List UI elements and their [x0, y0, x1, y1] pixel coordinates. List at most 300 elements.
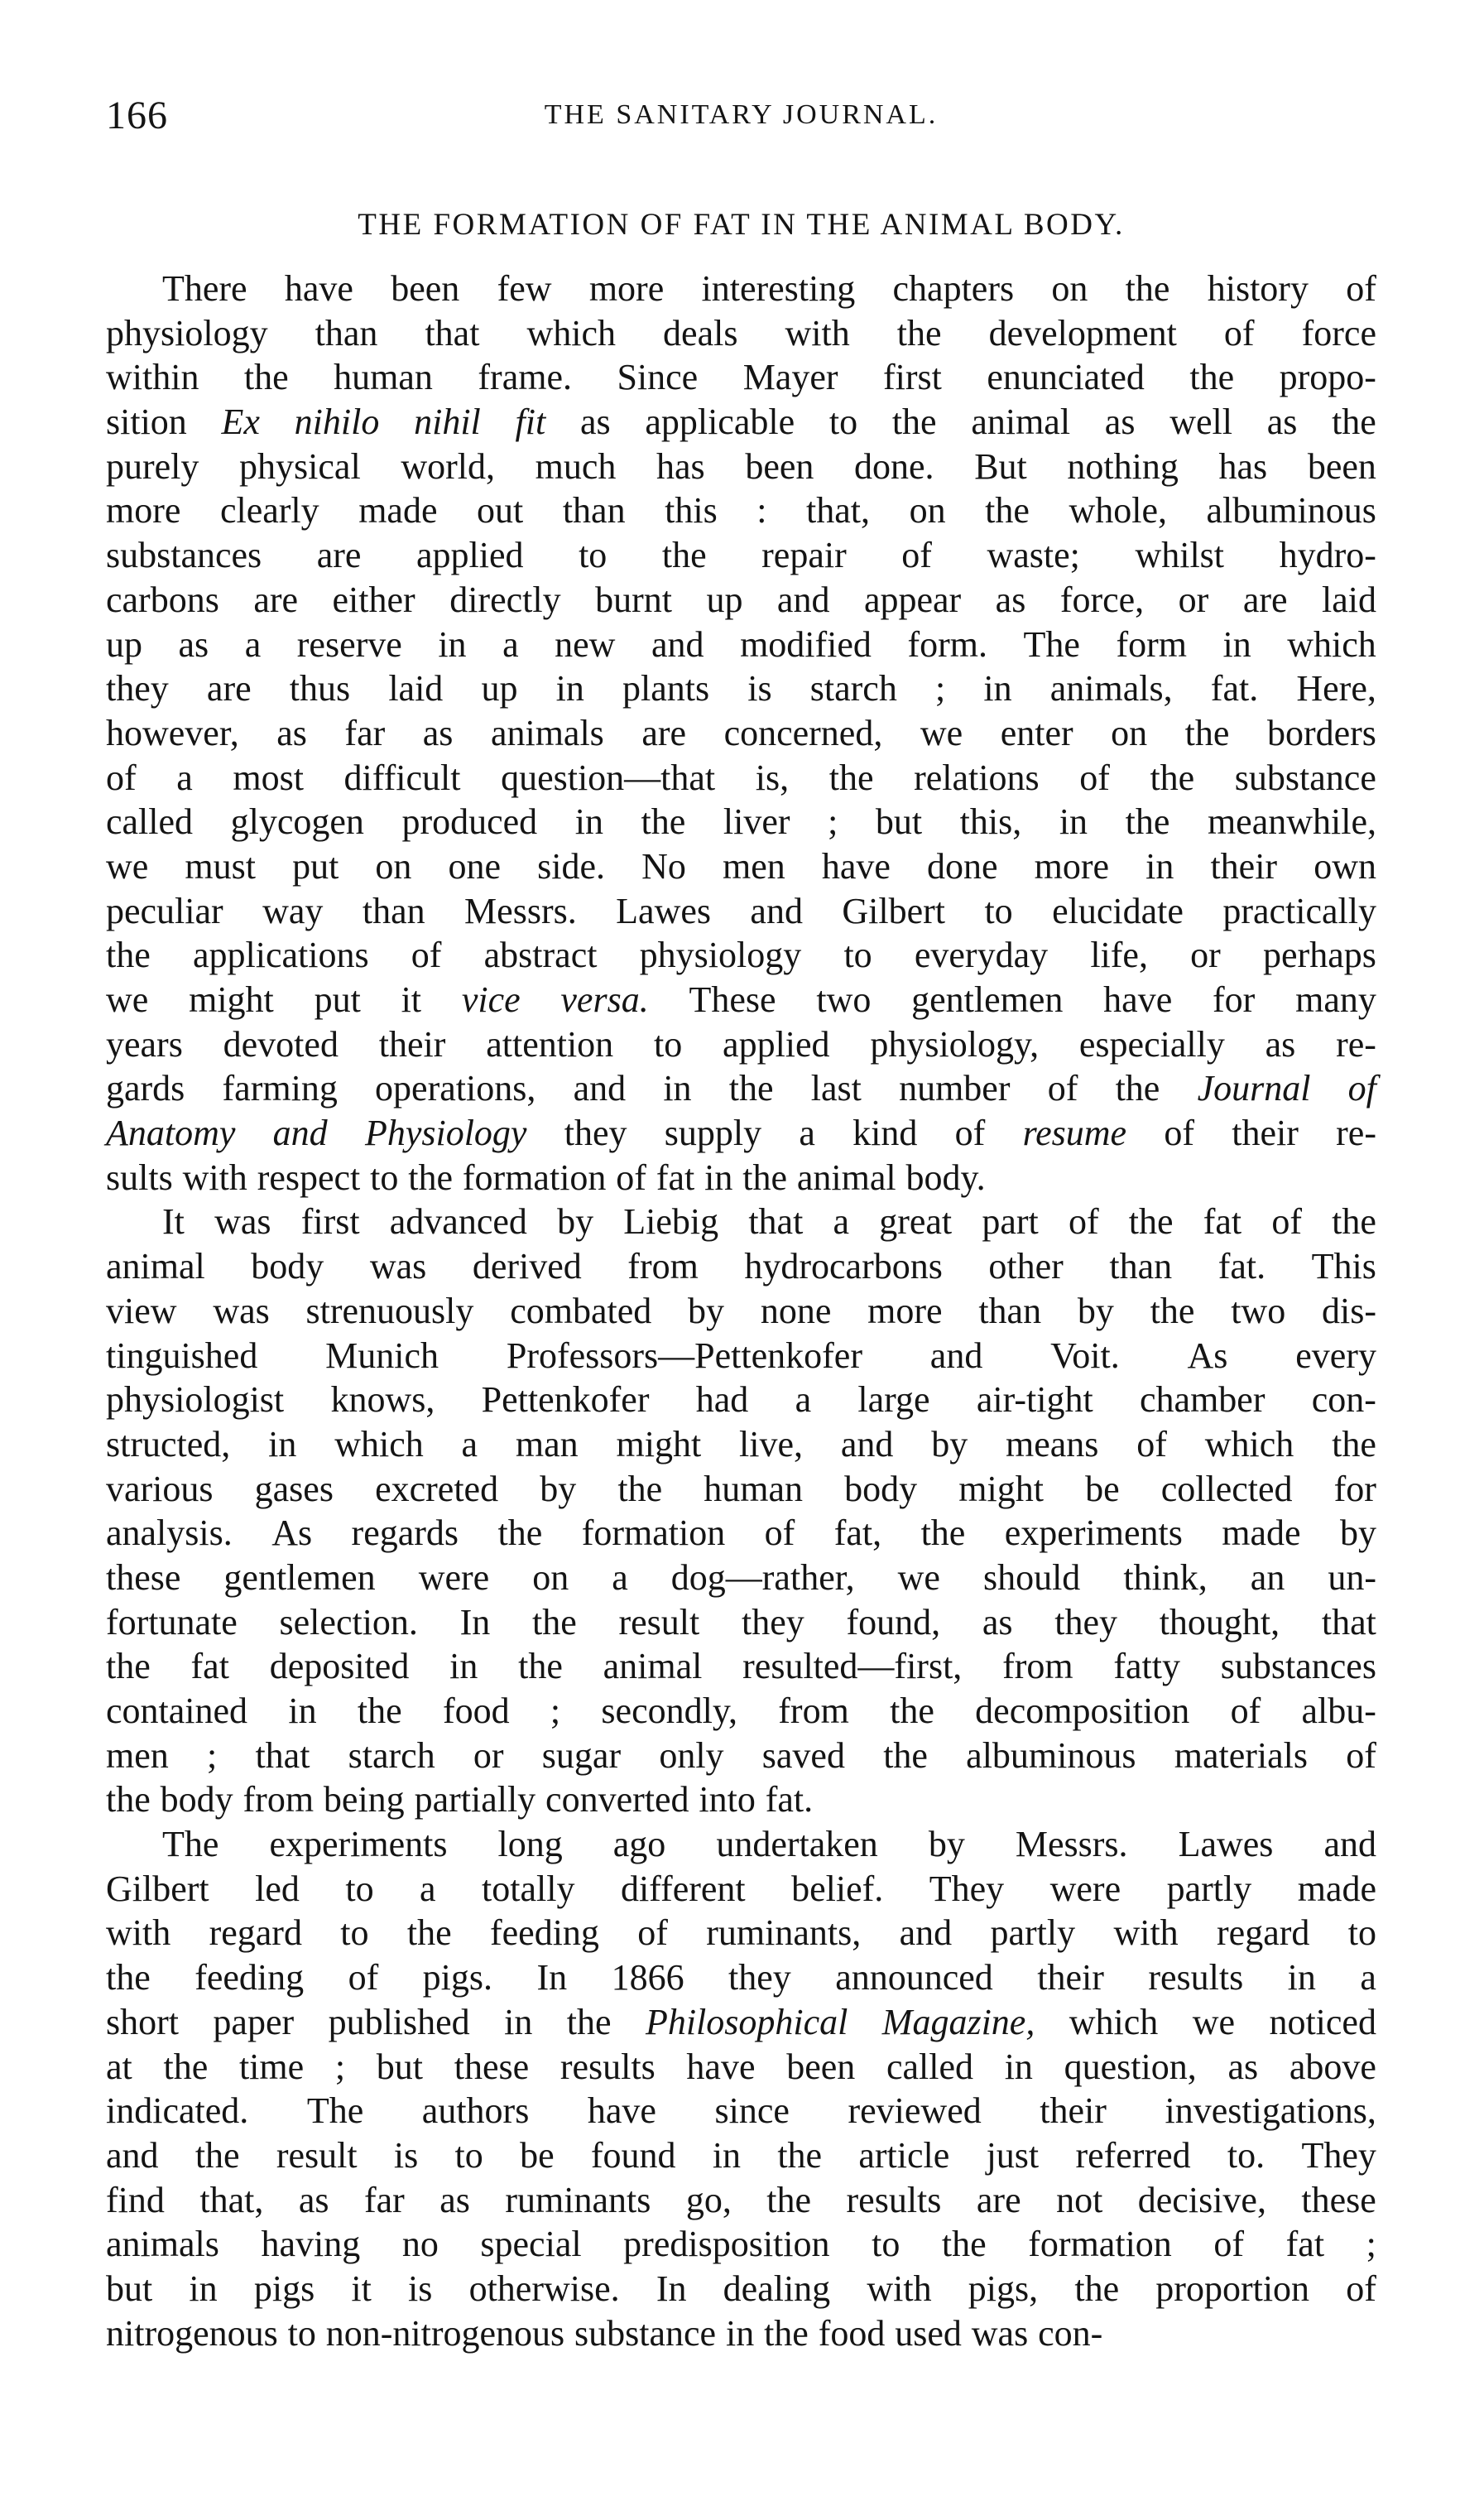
word: from: [778, 1691, 849, 1731]
word: which: [1069, 2001, 1159, 2042]
word: directly: [449, 579, 561, 620]
word: laid: [388, 668, 444, 709]
word: been: [1307, 445, 1376, 487]
text-line: [106, 1022, 1376, 1067]
word: by: [928, 1824, 965, 1865]
word: un-: [1328, 1556, 1376, 1598]
word: They: [929, 1868, 1005, 1909]
word: have: [284, 268, 353, 309]
word: time: [238, 2046, 305, 2087]
word: This: [1311, 1246, 1376, 1287]
word: food: [818, 2312, 886, 2354]
word: on: [909, 490, 946, 531]
word: article: [858, 2134, 950, 2176]
word: :: [756, 490, 767, 531]
word: substances: [106, 535, 262, 576]
text-line: [106, 1644, 1376, 1689]
word: the: [641, 801, 686, 843]
text-line: [106, 578, 1376, 623]
word: Voit.: [1050, 1335, 1120, 1376]
word: animals: [490, 712, 604, 753]
word: resulted—first,: [742, 1646, 963, 1687]
word: history: [1207, 268, 1309, 309]
word: the: [518, 1646, 563, 1687]
word: with: [1113, 1912, 1179, 1954]
word: non-nitrogenous: [325, 2312, 565, 2354]
text-line: [106, 267, 1376, 311]
word: on: [532, 1556, 569, 1598]
word: been: [786, 2046, 856, 2087]
word: few: [497, 268, 552, 309]
word: they: [1054, 1601, 1117, 1642]
word: ;: [334, 2046, 346, 2087]
word: either: [332, 579, 415, 620]
word: meanwhile,: [1207, 801, 1376, 843]
word: fortunate: [106, 1601, 238, 1642]
word: one: [448, 845, 502, 887]
paragraph: [106, 267, 1376, 1200]
word: Philosophical: [645, 2001, 848, 2042]
word: have: [686, 2046, 756, 2087]
word: in: [504, 2001, 533, 2042]
word: physiology,: [870, 1023, 1040, 1065]
word: fat: [1285, 2224, 1325, 2265]
word: supply: [664, 1113, 762, 1154]
text-line: [106, 2045, 1376, 2090]
word: as: [995, 579, 1026, 620]
word: Munich: [325, 1335, 439, 1376]
text-line: [106, 1600, 1376, 1645]
word: at: [106, 2046, 132, 2087]
word: fat,: [833, 1513, 882, 1554]
word: more: [588, 268, 665, 309]
word: first: [300, 1201, 360, 1243]
word: think,: [1123, 1556, 1208, 1598]
word: the: [406, 1912, 452, 1954]
word: years: [106, 1023, 183, 1065]
word: in: [663, 1068, 692, 1109]
word: structed,: [106, 1423, 231, 1465]
word: to: [984, 890, 1013, 931]
word: they: [106, 668, 169, 709]
text-line: [106, 2222, 1376, 2267]
word: partly: [990, 1912, 1076, 1954]
word: are: [1242, 579, 1288, 620]
word: in: [268, 1423, 297, 1465]
word: authors: [421, 2090, 530, 2132]
word: analysis.: [106, 1513, 233, 1554]
word: more: [867, 1290, 943, 1331]
word: Here,: [1296, 668, 1376, 709]
word: formation: [581, 1513, 726, 1554]
word: ;: [550, 1691, 561, 1731]
word: to: [843, 935, 872, 976]
word: two: [816, 979, 872, 1020]
word: results: [1148, 1957, 1244, 1998]
text-line: [106, 889, 1376, 934]
word: fat.: [765, 1779, 814, 1820]
text-line: [106, 800, 1376, 844]
word: reserve: [296, 623, 402, 665]
word: and: [776, 579, 830, 620]
word: Lawes: [1178, 1824, 1274, 1865]
word: have: [587, 2090, 656, 2132]
word: albuminous: [1206, 490, 1376, 531]
word: but: [376, 2046, 424, 2087]
word: put: [292, 845, 339, 887]
word: have: [1103, 979, 1173, 1020]
word: purely: [106, 445, 199, 487]
word: having: [261, 2224, 361, 2265]
word: or: [1178, 579, 1209, 620]
word: the: [920, 1513, 966, 1554]
word: formation: [1028, 2224, 1172, 2265]
word: was: [971, 2312, 1029, 2354]
word: No: [641, 845, 686, 887]
word: body: [251, 1246, 324, 1287]
word: they: [564, 1113, 627, 1154]
word: question—that: [501, 757, 716, 798]
word: this,: [959, 801, 1022, 843]
word: made: [358, 490, 438, 531]
word: in: [1222, 623, 1251, 665]
word: the: [106, 1957, 151, 1998]
word: human: [334, 357, 433, 398]
word: starch: [809, 668, 897, 709]
word: men: [722, 845, 785, 887]
word: live,: [739, 1423, 803, 1465]
word: of: [901, 535, 932, 576]
word: Gilbert: [842, 890, 946, 931]
word: human: [704, 1468, 803, 1509]
word: burnt: [595, 579, 672, 620]
word: of: [1068, 1201, 1099, 1243]
word: thus: [289, 668, 351, 709]
word: made: [1297, 1868, 1376, 1909]
word: are: [976, 2179, 1021, 2220]
word: a: [244, 623, 262, 665]
word: by: [1340, 1513, 1376, 1554]
word: animal: [603, 1646, 703, 1687]
word: In: [459, 1601, 491, 1642]
word: Mayer: [742, 357, 838, 398]
text-line: [106, 1955, 1376, 2000]
word: result: [276, 2134, 358, 2176]
word: has: [656, 445, 705, 487]
word: they: [741, 1601, 804, 1642]
word: re-: [1336, 1023, 1376, 1065]
word: in: [1004, 2046, 1033, 2087]
word: a: [833, 1201, 850, 1243]
word: a: [795, 1379, 812, 1421]
text-line: [106, 1200, 1376, 1244]
word: of: [1213, 2224, 1245, 2265]
word: combated: [510, 1290, 652, 1331]
word: the: [1150, 1290, 1195, 1331]
word: operations,: [375, 1068, 536, 1109]
word: of: [1047, 1068, 1078, 1109]
word: it: [351, 2268, 372, 2309]
word: form: [1116, 623, 1187, 665]
word: and: [840, 1423, 894, 1465]
word: glycogen: [230, 801, 364, 843]
word: difficult: [343, 757, 461, 798]
word: various: [106, 1468, 214, 1509]
word: are: [641, 712, 687, 753]
word: men: [106, 1734, 169, 1776]
word: interesting: [701, 268, 856, 309]
word: has: [1218, 445, 1268, 487]
word: investigations,: [1165, 2090, 1376, 2132]
word: their: [378, 1023, 446, 1065]
word: of: [1346, 1734, 1376, 1776]
word: a: [176, 757, 193, 798]
word: decomposition: [975, 1691, 1190, 1731]
word: chapters: [892, 268, 1015, 309]
word: of: [1223, 312, 1255, 354]
word: Messrs.: [464, 890, 577, 931]
word: be: [1085, 1468, 1120, 1509]
word: the: [890, 1691, 934, 1731]
word: re-: [1336, 1113, 1376, 1154]
word: the: [195, 2134, 240, 2176]
word: in: [574, 801, 603, 843]
word: whole,: [1069, 490, 1167, 531]
word: relations: [914, 757, 1040, 798]
word: their: [1210, 845, 1278, 887]
word: way: [262, 890, 324, 931]
text-line: [106, 1111, 1376, 1156]
word: ago: [612, 1824, 666, 1865]
word: called: [106, 801, 194, 843]
word: modified: [740, 623, 872, 665]
word: first: [883, 357, 942, 398]
word: led: [255, 1868, 300, 1909]
article-title: THE FORMATION OF FAT IN THE ANIMAL BODY.: [358, 208, 1125, 242]
word: with: [106, 1912, 171, 1954]
text-line: [106, 1911, 1376, 1955]
word: the: [106, 1779, 151, 1820]
word: Pettenkofer: [481, 1379, 650, 1421]
text-line: [106, 1867, 1376, 1912]
word: to: [654, 1023, 683, 1065]
word: 1866: [611, 1957, 684, 1998]
paragraph: [106, 1200, 1376, 1822]
word: their: [1232, 1113, 1299, 1154]
text-line: [106, 756, 1376, 801]
text-line: [106, 844, 1376, 889]
word: made: [1222, 1513, 1301, 1554]
word: on: [375, 845, 412, 887]
word: As: [1187, 1335, 1228, 1376]
word: Ex: [221, 402, 260, 443]
word: two: [1231, 1290, 1286, 1331]
word: their: [1037, 1957, 1104, 1998]
word: since: [714, 2090, 790, 2132]
word: the: [1125, 801, 1170, 843]
word: of: [1271, 1201, 1302, 1243]
text-line: [106, 1066, 1376, 1111]
text-line: [106, 1289, 1376, 1334]
word: of: [637, 1912, 668, 1954]
word: Since: [617, 357, 699, 398]
word: repair: [761, 535, 847, 576]
word: view: [106, 1290, 177, 1331]
word: fat: [1203, 1201, 1242, 1243]
word: the: [1189, 357, 1235, 398]
word: regards: [351, 1513, 459, 1554]
word: and: [272, 1113, 328, 1154]
word: to.: [1227, 2134, 1265, 2176]
word: ;: [935, 668, 946, 709]
text-line: [106, 400, 1376, 445]
word: is: [393, 2134, 419, 2176]
word: advanced: [389, 1201, 527, 1243]
text-line: [106, 1822, 1376, 1867]
word: of: [1346, 268, 1376, 309]
word: Journal: [1197, 1068, 1311, 1109]
word: form.: [907, 623, 987, 665]
word: excreted: [375, 1468, 499, 1509]
word: been: [391, 268, 460, 309]
word: ;: [1366, 2224, 1376, 2265]
word: different: [620, 1868, 746, 1909]
word: world,: [401, 445, 495, 487]
word: vice: [461, 979, 521, 1020]
word: force: [1301, 312, 1376, 354]
word: is: [747, 668, 772, 709]
word: ;: [206, 1734, 218, 1776]
word: question,: [1064, 2046, 1197, 2087]
word: contained: [106, 1691, 248, 1731]
word: that: [255, 1734, 310, 1776]
word: but: [106, 2268, 153, 2309]
word: the: [941, 2224, 987, 2265]
running-head: [106, 93, 1376, 151]
word: that: [425, 312, 480, 354]
word: are: [316, 535, 362, 576]
word: a: [502, 623, 519, 665]
word: most: [233, 757, 304, 798]
text-line: [106, 1556, 1376, 1600]
word: from: [243, 1779, 315, 1820]
word: In: [656, 2268, 687, 2309]
word: the: [985, 490, 1030, 531]
word: Liebig: [623, 1201, 719, 1243]
word: up: [481, 668, 518, 709]
word: of: [1230, 1691, 1261, 1731]
word: long: [497, 1824, 563, 1865]
word: versa.: [560, 979, 649, 1020]
word: in: [725, 2312, 755, 2354]
word: the: [1074, 2268, 1120, 2309]
word: substances: [1220, 1646, 1376, 1687]
word: animal: [796, 1157, 896, 1198]
word: or: [1190, 935, 1221, 976]
word: body: [844, 1468, 918, 1509]
text-line: [106, 978, 1376, 1022]
word: many: [1295, 979, 1376, 1020]
text-line: [106, 445, 1376, 489]
word: the: [1332, 402, 1376, 443]
word: by: [557, 1201, 594, 1243]
word: Messrs.: [1015, 1824, 1128, 1865]
word: as: [1265, 1023, 1296, 1065]
word: the: [1332, 1201, 1376, 1243]
word: found: [590, 2134, 676, 2176]
word: enter: [1000, 712, 1073, 753]
word: as: [439, 2179, 470, 2220]
word: that,: [806, 490, 871, 531]
word: the: [106, 935, 151, 976]
word: results: [560, 2046, 656, 2087]
word: the: [896, 312, 942, 354]
word: undertaken: [716, 1824, 878, 1865]
text-line: [106, 623, 1376, 667]
word: of: [106, 757, 137, 798]
word: waste;: [987, 535, 1080, 576]
word: being: [323, 1779, 405, 1820]
word: hydro-: [1279, 535, 1376, 576]
word: a: [461, 1423, 478, 1465]
word: in: [449, 1646, 478, 1687]
word: side.: [537, 845, 606, 887]
word: ruminants: [505, 2179, 651, 2220]
text-line: [106, 2000, 1376, 2045]
word: an: [1250, 1556, 1285, 1598]
word: we: [1192, 2001, 1236, 2042]
word: body.: [905, 1157, 986, 1198]
text-line: [106, 1777, 1376, 1822]
paragraph: [106, 1822, 1376, 2355]
word: with: [785, 312, 850, 354]
text-line: [106, 1244, 1376, 1289]
text-line: [106, 933, 1376, 978]
word: of: [1164, 1113, 1194, 1154]
word: predisposition: [623, 2224, 830, 2265]
word: up: [106, 623, 142, 665]
word: into: [699, 1779, 756, 1820]
word: converted: [545, 1779, 689, 1820]
word: hydrocarbons: [744, 1246, 943, 1287]
word: were: [418, 1556, 490, 1598]
word: applicable: [645, 402, 795, 443]
word: that: [748, 1201, 804, 1243]
word: that: [1321, 1601, 1376, 1642]
word: paper: [213, 2001, 295, 2042]
word: clearly: [219, 490, 319, 531]
text-line: [106, 488, 1376, 533]
word: the: [617, 1468, 663, 1509]
word: to: [828, 402, 858, 443]
word: that,: [199, 2179, 264, 2220]
word: every: [1295, 1335, 1376, 1376]
word: used: [895, 2312, 962, 2354]
word: in: [983, 668, 1012, 709]
word: totally: [482, 1868, 575, 1909]
word: proportion: [1155, 2268, 1310, 2309]
word: from: [627, 1246, 699, 1287]
word: materials: [1174, 1734, 1308, 1776]
word: selection.: [279, 1601, 418, 1642]
word: their: [1040, 2090, 1107, 2132]
word: number: [899, 1068, 1011, 1109]
word: dis-: [1321, 1290, 1376, 1331]
word: Anatomy: [106, 1113, 236, 1154]
word: and: [899, 1912, 953, 1954]
word: as: [982, 1601, 1013, 1642]
word: had: [695, 1379, 749, 1421]
